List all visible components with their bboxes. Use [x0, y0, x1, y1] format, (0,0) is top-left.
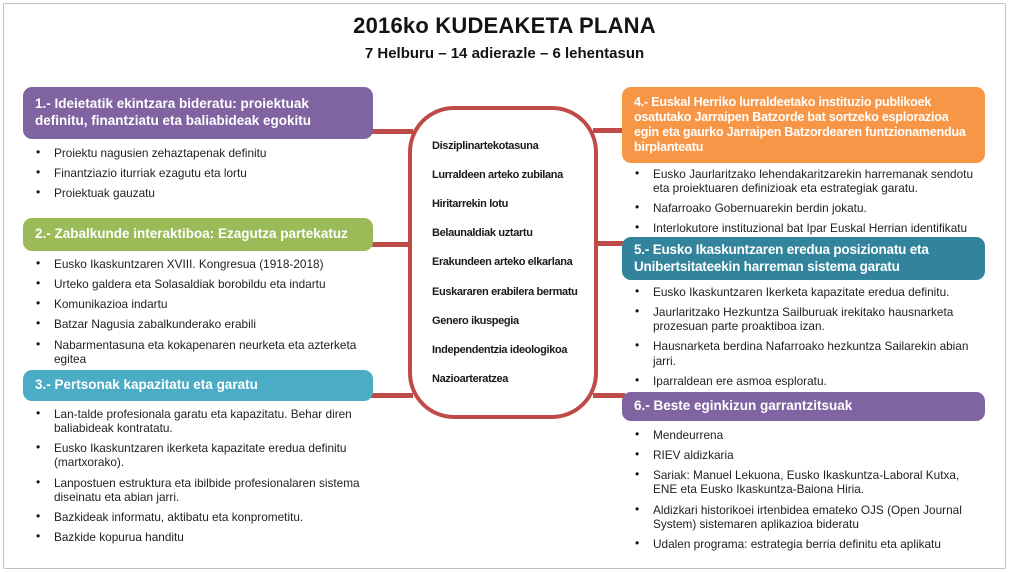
goal-2-bullets [23, 257, 373, 372]
bullet-item: • Batzar Nagusia zabalkunderako erabili [23, 317, 373, 331]
goal-4-bullets [622, 167, 985, 242]
center-value-item: Hiritarrekin lotu [432, 198, 508, 211]
bullet-item: • Proiektu nagusien zehaztapenak definitu [23, 146, 373, 160]
goal-2-header: 2.- Zabalkunde interaktiboa: Ezagutza partekatuz [23, 218, 373, 251]
bullet-item: • Eusko Ikaskuntzaren Ikerketa kapazitate eredua definitu. [622, 285, 985, 299]
bullet-item: • Lanpostuen estruktura eta ibilbide profesionalaren sistema diseinatu eta abian jarri. [23, 476, 373, 504]
connector-line [371, 242, 413, 247]
center-value-item: Euskararen erabilera bermatu [432, 285, 578, 298]
center-value-item: Nazioarteratzea [432, 372, 509, 385]
bullet-item: • Proiektuak gauzatu [23, 186, 373, 200]
bullet-item: • Mendeurrena [622, 428, 985, 442]
bullet-item: • Hausnarketa berdina Nafarroako hezkuntza Sailarekin abian jarri. [622, 339, 985, 367]
goal-3-bullets [23, 407, 373, 550]
bullet-item: • Iparraldean ere asmoa esploratu. [622, 374, 985, 388]
bullet-item: • Eusko Ikaskuntzaren XVIII. Kongresua (1918-2018) [23, 257, 373, 271]
bullet-item: • Jaurlaritzako Hezkuntza Sailburuak irekitako hausnarketa prozesuan parte proaktiboa izan. [622, 305, 985, 333]
bullet-item: • Eusko Ikaskuntzaren ikerketa kapazitate eredua definitu (martxorako). [23, 441, 373, 469]
bullet-item: • Sariak: Manuel Lekuona, Eusko Ikaskuntza-Laboral Kutxa, ENE eta Eusko Ikaskuntza-Baiona Hiria. [622, 468, 985, 496]
center-value-item: Belaunaldiak uztartu [432, 227, 533, 240]
goal-3-header: 3.- Pertsonak kapazitatu eta garatu [23, 370, 373, 401]
center-value-item: Lurraldeen arteko zubilana [432, 169, 563, 182]
bullet-item: • Udalen programa: estrategia berria definitu eta aplikatu [622, 537, 985, 551]
goal-6-bullets [622, 428, 985, 557]
goal-5-header: 5.- Eusko Ikaskuntzaren eredua posizionatu eta Unibertsitateekin harreman sistema garatu [622, 237, 985, 280]
bullet-item: • Interlokutore instituzional bat Ipar Euskal Herrian identifikatu [622, 221, 985, 235]
center-value-item: Disziplinartekotasuna [432, 140, 539, 153]
bullet-item: • Nabarmentasuna eta kokapenaren neurketa eta azterketa egitea [23, 338, 373, 366]
center-values-list [412, 140, 594, 385]
connector-line [593, 128, 625, 133]
bullet-item: • Urteko galdera eta Solasaldiak borobildu eta indartu [23, 277, 373, 291]
bullet-item: • Bazkideak informatu, aktibatu eta konprometitu. [23, 510, 373, 524]
page-subtitle: 7 Helburu – 14 adierazle – 6 lehentasun [364, 45, 645, 62]
bullet-item: • Nafarroako Gobernuarekin berdin jokatu. [622, 201, 985, 215]
page-title: 2016ko KUDEAKETA PLANA [353, 13, 656, 38]
connector-line [371, 129, 413, 134]
center-value-item: Independentzia ideologikoa [432, 343, 568, 356]
bullet-item: • Aldizkari historikoei irtenbidea emateko OJS (Open Journal System) sistemaren aplikazioa bideratu [622, 503, 985, 531]
goal-4-header: 4.- Euskal Herriko lurraldeetako instituzio publikoek osatutako Jarraipen Batzorde bat sortzeko esplorazioa egin eta gaurko Jarraipen Batzordearen funtzionamendua birplanteatu [622, 87, 985, 163]
bullet-item: • Komunikazioa indartu [23, 297, 373, 311]
bullet-item: • Finantziazio iturriak ezagutu eta lortu [23, 166, 373, 180]
bullet-item: • Bazkide kopurua handitu [23, 530, 373, 544]
center-value-item: Erakundeen arteko elkarlana [432, 256, 573, 269]
bullet-item: • RIEV aldizkaria [622, 448, 985, 462]
bullet-item: • Lan-talde profesionala garatu eta kapazitatu. Behar diren baliabideak kontratatu. [23, 407, 373, 435]
connector-line [593, 393, 625, 398]
goal-1-bullets [23, 146, 373, 206]
center-values-box [408, 106, 598, 419]
goal-1-header: 1.- Ideietatik ekintzara bideratu: proiektuak definitu, finantziatu eta baliabideak egokitu [23, 87, 373, 139]
bullet-item: • Eusko Jaurlaritzako lehendakaritzarekin harremanak sendotu eta proiektuaren definizioak eta estrategiak garatu. [622, 167, 985, 195]
goal-5-bullets [622, 285, 985, 394]
connector-line [371, 393, 413, 398]
goal-6-header: 6.- Beste eginkizun garrantzitsuak [622, 392, 985, 421]
center-value-item: Genero ikuspegia [432, 314, 519, 327]
